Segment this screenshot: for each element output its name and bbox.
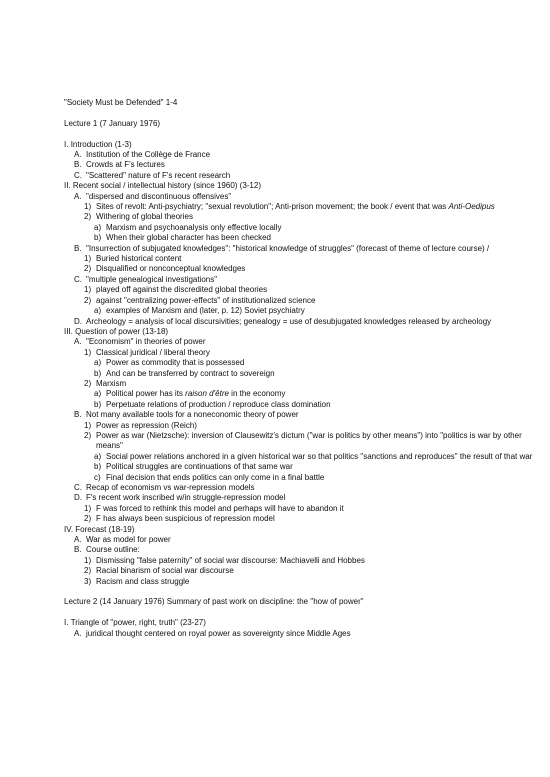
outline-item: C. "multiple genealogical investigations" (74, 274, 218, 284)
outline-item: a) examples of Marxism and (later, p. 12) Soviet psychiatry (94, 306, 305, 316)
outline-item: B. "Insurrection of subjugated knowledges": "historical knowledge of struggles" (forecast of theme of lecture course) / (74, 243, 490, 253)
outline-item: C. "Scattered" nature of F's recent research (74, 170, 231, 180)
outline-item: 1) Dismissing "false paternity" of social war discourse: Machiavelli and Hobbes (84, 555, 365, 565)
outline-item: A. "Economism" in theories of power (74, 337, 206, 347)
outline-item: II. Recent social / intellectual history (since 1960) (3-12) (64, 181, 261, 191)
outline-item: B. Not many available tools for a noneconomic theory of power (74, 410, 299, 420)
outline-item: 2) Racial binarism of social war discourse (84, 566, 234, 576)
outline-item: I. Triangle of "power, right, truth" (23-27) (64, 618, 206, 628)
outline-item: b) When their global character has been checked (94, 233, 271, 243)
outline-item: 2) Marxism (84, 378, 127, 388)
outline-item: b) And can be transferred by contract to sovereign (94, 368, 275, 378)
outline-item: a) Social power relations anchored in a given historical war so that politics "sanctions and reproduces" the result of that war (94, 451, 533, 461)
outline-item: 1) Sites of revolt: Anti-psychiatry; "sexual revolution"; Anti-prison movement; the book / event that was Anti-Oedipus (84, 202, 495, 212)
outline-item: 2) Withering of global theories (84, 212, 193, 222)
outline-item: C. Recap of economism vs war-repression models (74, 483, 255, 492)
outline-item: b) Political struggles are continuations of that same war (94, 462, 293, 472)
outline-item: a) Power as commodity that is possessed (94, 358, 245, 368)
outline-item: 2) Disqualified or nonconceptual knowledges (84, 264, 246, 274)
outline-item: 3) Racism and class struggle (84, 576, 190, 586)
outline-item: c) Final decision that ends politics can only come in a final battle (94, 472, 325, 482)
outline-item: 1) Buried historical content (84, 254, 182, 264)
outline-item: a) Political power has its raison d'être in the economy (94, 389, 286, 399)
outline-item: A. Institution of the Collège de France (74, 150, 211, 159)
outline-item: A. "dispersed and discontinuous offensives" (74, 191, 232, 201)
outline-item: 2) Power as war (Nietzsche): inversion of Clausewitz's dictum ("war is politics by other means") into "politics is war by other means" (84, 430, 522, 451)
outline-item: 2) against "centralizing power-effects" of institutionalized science (84, 295, 316, 305)
lecture-2-heading: Lecture 2 (14 January 1976) Summary of past work on discipline: the "how of power" (64, 597, 364, 607)
outline-item: B. Crowds at F's lectures (74, 160, 165, 170)
outline-item: I. Introduction (1-3) (64, 139, 132, 149)
outline-item: IV. Forecast (18-19) (64, 524, 135, 534)
outline-item: 1) played off against the discredited global theories (84, 285, 268, 295)
outline-item: 1) F was forced to rethink this model and perhaps will have to abandon it (84, 503, 344, 513)
outline-item: D. F's recent work inscribed w/in struggle-repression model (74, 493, 286, 503)
outline-item: III. Question of power (13-18) (64, 326, 169, 336)
document-title: "Society Must be Defended" 1-4 (64, 98, 178, 107)
outline-item: D. Archeology = analysis of local discursivities; genealogy = use of desubjugated knowledges released by archeology (74, 316, 492, 326)
outline-item: B. Course outline: (74, 545, 140, 555)
outline-item: a) Marxism and psychoanalysis only effective locally (94, 222, 282, 232)
outline-item: A. War as model for power (74, 535, 171, 545)
outline-item: 1) Classical juridical / liberal theory (84, 347, 210, 357)
outline-item: b) Perpetuate relations of production / reproduce class domination (94, 399, 331, 409)
outline-item: 2) F has always been suspicious of repression model (84, 514, 275, 524)
outline-item: 1) Power as repression (Reich) (84, 420, 197, 430)
outline-item: A. juridical thought centered on royal power as sovereignty since Middle Ages (74, 628, 351, 638)
lecture-1-heading: Lecture 1 (7 January 1976) (64, 118, 161, 128)
outline-content (64, 98, 534, 639)
